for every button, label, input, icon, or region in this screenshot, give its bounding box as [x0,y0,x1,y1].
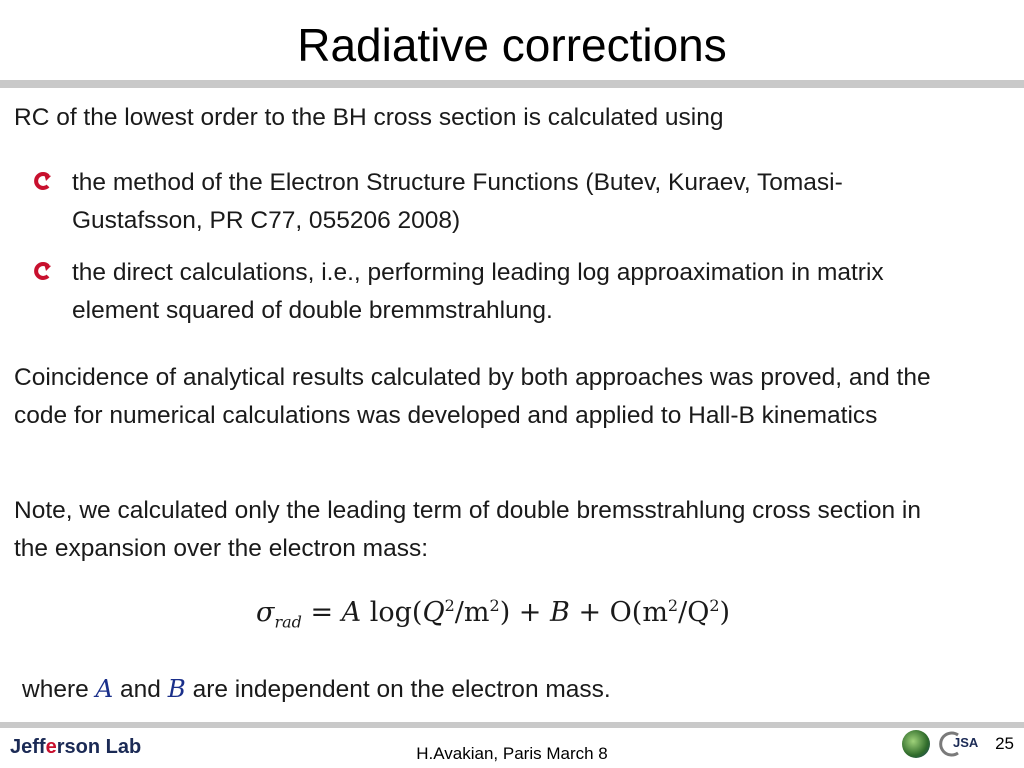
formula-plus: ) + [499,597,551,628]
paragraph-note: Note, we calculated only the leading term of double bremsstrahlung cross section in the expansion over the electron mass: [14,497,921,562]
formula-exp: 2 [709,596,720,615]
slide-title: Radiative corrections [297,19,727,71]
bullet-text-2: the direct calculations, i.e., performing leading log approaximation in matrix element squared of double bremmstrahlung. [72,259,884,324]
where-text [22,670,611,709]
formula-log: log( [361,597,423,628]
and-word: and [113,676,168,703]
formula-a: A [341,597,362,628]
logo-part-a: Jeff [10,736,46,758]
formula-equals: = [301,597,342,628]
formula-slash-m: /m [454,597,490,628]
title-divider [0,80,1024,88]
jsa-logo-icon [936,729,984,759]
doe-seal-icon [902,730,930,758]
bullet-text-1: the method of the Electron Structure Functions (Butev, Kuraev, Tomasi-Gustafsson, PR C77, 055206 2008) [72,169,843,234]
formula-exp: 2 [667,596,679,615]
formula-order-term: + O(m [569,597,668,628]
logo-part-b: rson Lab [56,736,142,758]
formula-exp: 2 [444,596,455,615]
intro-text: RC of the lowest order to the BH cross section is calculated using [14,104,724,131]
formula-sigma: σ [256,597,275,628]
var-a: A [95,674,114,703]
formula-slash-q: /Q [678,597,710,628]
page-number: 25 [995,734,1014,753]
formula-b: B [550,597,570,628]
jsa-text: JSA [953,735,979,750]
footer-divider [0,722,1024,728]
footer-text: H.Avakian, Paris March 8 [416,744,608,763]
logo-accent: e [45,736,57,758]
curved-arrow-bullet-icon [32,170,54,192]
paragraph-coincidence: Coincidence of analytical results calculated by both approaches was proved, and the code for numerical calculations was developed and applied to Hall-B kinematics [14,364,931,429]
formula-subscript: rad [274,612,302,632]
curved-arrow-bullet-icon [32,260,54,282]
where-word: where [22,676,96,703]
cross-section-formula [256,596,730,631]
var-b: B [167,674,186,703]
where-rest: are independent on the electron mass. [185,676,611,703]
formula-close: ) [719,597,731,628]
formula-q: Q [422,597,445,628]
formula-exp: 2 [489,596,500,615]
